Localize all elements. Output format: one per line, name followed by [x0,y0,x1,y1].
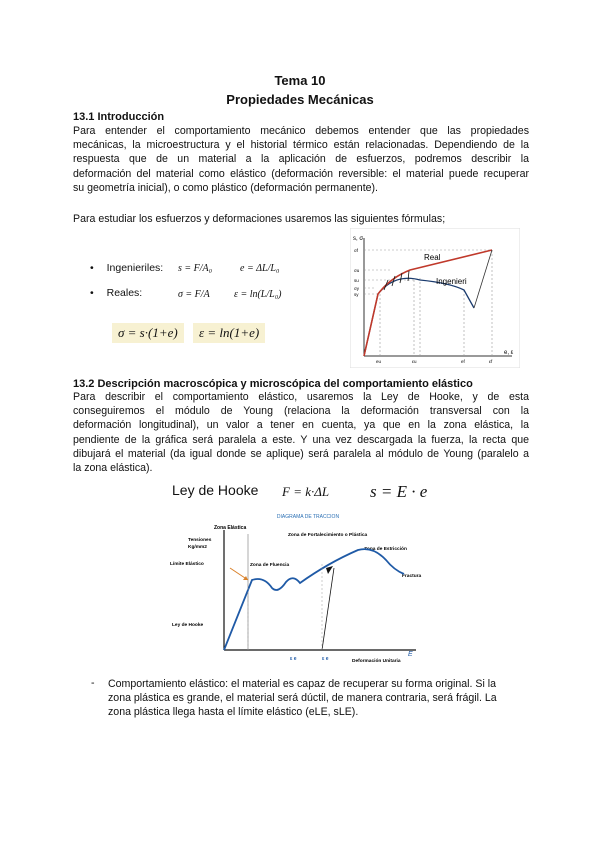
y-axis-label: s, σ [353,236,364,242]
bullet-line: Comportamiento elástico: el material es capaz de recuperar su forma original. Si la [108,678,497,690]
boxed-formula-stress: σ = s·(1+e) [112,323,184,343]
bullet-label: Ingenieriles: [106,262,164,274]
bullet-reales [90,287,142,299]
tick-x: εf [489,359,493,364]
zona-estriccion-label: Zona de Estricción [364,547,407,552]
tick-y: σy [354,286,360,291]
section-heading-2: 13.2 Descripción macroscópica y microscópica del comportamiento elástico [73,378,473,390]
tick-x: εu [412,359,417,364]
engineering-label: Ingenieri [436,277,467,286]
paragraph-line: dibujará el material (da igual donde se aplique) será paralela al módulo de Young (paralelo a [73,447,529,460]
tick-y: su [354,278,359,283]
unload-line [322,568,334,650]
formula-real-stress: σ = F/A [178,289,210,300]
paragraph-line: respuesta que de un material a la aplicación de esfuerzos, podremos describir la [73,153,529,166]
formula-eng-stress: s = F/A₀ [178,263,213,274]
paragraph-line: mecánicas, la microestructura y el historial térmico están relacionadas. Dependiendo de la [73,139,529,152]
diagram-title: DIAGRAMA DE TRACCION [276,514,340,520]
bullet-paragraph [108,677,528,720]
tick-y: σu [354,268,360,273]
real-label: Real [424,253,441,262]
page-title: Tema 10 [274,73,326,88]
hooke-formula-stress: s = E · e [370,482,428,501]
paragraph-line: deformación longitudinal), un valor a tener en cuenta, ya que en la zona elástica, la [73,419,529,432]
hooke-formula-force: F = k·ΔL [282,484,330,499]
dash-bullet: - [91,677,95,689]
fractura-label: Fractura [402,574,422,579]
tick-y: sy [354,292,359,297]
ley-hooke-label: Ley de Hooke [172,623,204,628]
tick-x: ε e [322,656,329,662]
tick-x: eu [376,359,382,364]
tick-y: σf [354,248,359,253]
chart-frame [350,228,520,368]
bullet-line: zona plástica llega hasta el límite elástico (eLE, sLE). [108,706,359,719]
hooke-title: Ley de Hooke [172,482,259,498]
paragraph-line: la zona elástica). [73,462,153,475]
bullet-line: zona plástica es grande, el material será dúctil, de manera contraria, será frágil. La [108,692,497,705]
tick-x: ef [461,359,465,364]
page-subtitle: Propiedades Mecánicas [226,92,374,107]
paragraph-line: pendiente de la gráfica será paralela a este. Y una vez descargada la fuerza, la recta que [73,433,529,446]
boxed-formula-strain: ε = ln(1+e) [193,323,265,343]
x-axis-label: Deformación Unitaria [352,659,401,664]
stress-strain-chart [350,228,520,368]
bullet-label: Reales: [106,287,143,299]
formula-real-strain: ε = ln(L/L₀) [234,289,282,300]
tensile-diagram [168,508,438,670]
limite-elastico-label: Límite Elástico [170,562,204,567]
paragraph-line: deformación del material como elástico (deformación reversible: el material puede recuperar [73,167,529,180]
units-label: Kg/mm2 [188,545,207,550]
tensiones-label: Tensiones [188,538,212,543]
paragraph-line: conseguiremos el módulo de Young (relaciona la deformación transversal con la [73,405,529,418]
zona-fluencia-label: Zona de Fluencia [250,563,290,568]
formulas-intro: Para estudiar los esfuerzos y deformaciones usaremos las siguientes fórmulas; [73,213,446,225]
bullet-dot: • [90,287,94,299]
zona-fortalecimiento-label: Zona de Fortalecimiento o Plástica [288,533,368,538]
bullet-ingenieriles [90,262,163,274]
section1-paragraph [73,124,529,195]
zona-elastica-label: Zona Elástica [214,525,247,531]
e-axis-label: E [408,651,413,658]
unload-arrowhead [326,566,333,574]
x-axis-label: e, ε [504,350,514,356]
section-heading-1: 13.1 Introducción [73,111,165,123]
formula-eng-strain: e = ΔL/L₀ [240,263,280,274]
bullet-dot: • [90,262,94,274]
paragraph-line: Para entender el comportamiento mecánico debemos entender que las propiedades [73,125,529,137]
tick-x: ε e [290,656,297,662]
section2-paragraph [73,390,529,475]
paragraph-line: su geometría inicial), o como plástico (deformación permanente). [73,181,379,194]
paragraph-line: Para describir el comportamiento elástico, usaremos la Ley de Hooke, y de esta [73,391,529,403]
